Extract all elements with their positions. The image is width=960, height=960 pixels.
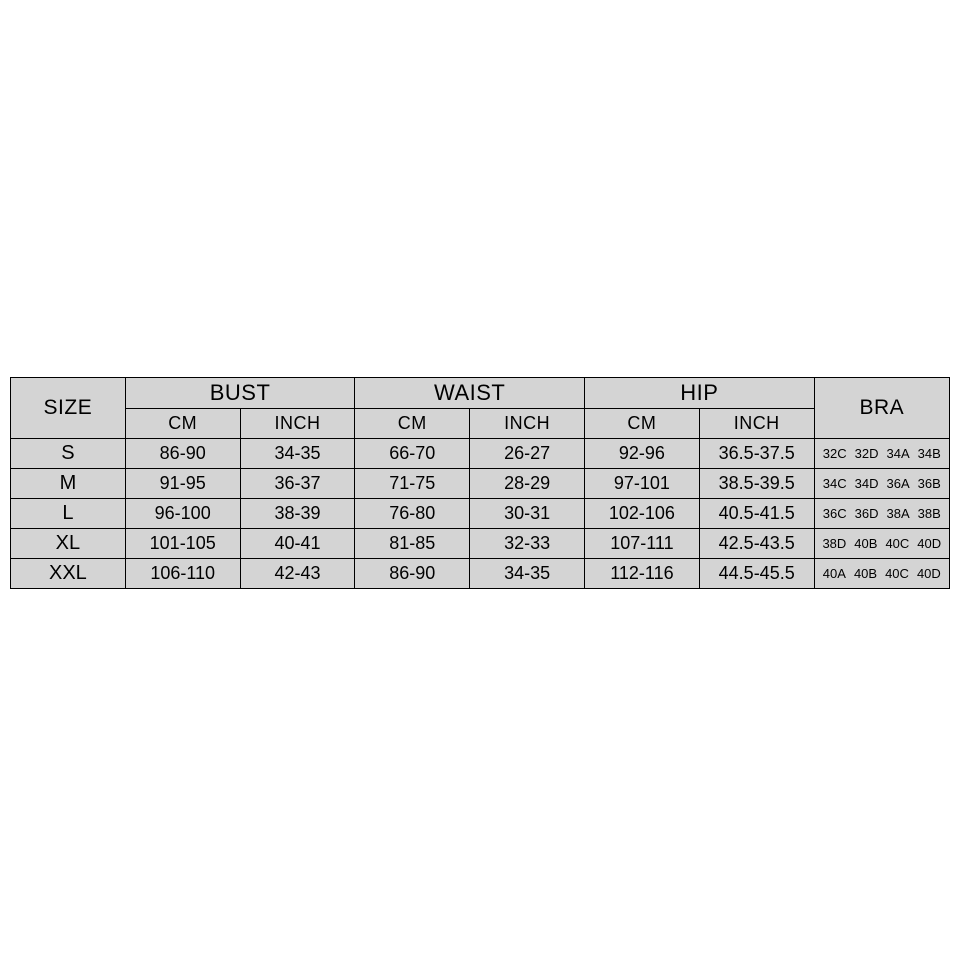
cell-hip-inch: 40.5-41.5: [699, 499, 814, 529]
table-row: [11, 439, 950, 469]
column-header-bra: BRA: [814, 378, 949, 439]
bra-size: 36A: [886, 476, 910, 491]
row-size-label: XXL: [11, 559, 126, 589]
bra-size: 34A: [886, 446, 910, 461]
column-group-waist: WAIST: [355, 378, 585, 409]
cell-bust-inch: 38-39: [240, 499, 355, 529]
cell-bust-inch: 42-43: [240, 559, 355, 589]
bra-size: 34C: [822, 476, 847, 491]
bra-size: 40C: [885, 566, 909, 581]
bra-size: 32C: [822, 446, 847, 461]
size-chart-table: [10, 377, 950, 589]
column-header-size: SIZE: [11, 378, 126, 439]
row-size-label: S: [11, 439, 126, 469]
column-header-hip-cm: CM: [585, 409, 700, 439]
table-row: [11, 559, 950, 589]
cell-waist-inch: 34-35: [470, 559, 585, 589]
bra-size: 36D: [854, 506, 879, 521]
column-group-hip: HIP: [585, 378, 815, 409]
bra-size: 34D: [854, 476, 879, 491]
cell-waist-cm: 81-85: [355, 529, 470, 559]
cell-bra: [814, 529, 949, 559]
cell-bust-inch: 34-35: [240, 439, 355, 469]
cell-waist-cm: 66-70: [355, 439, 470, 469]
bra-size: 38D: [822, 536, 847, 551]
cell-bust-cm: 106-110: [125, 559, 240, 589]
bra-size: 34B: [917, 446, 941, 461]
cell-hip-inch: 38.5-39.5: [699, 469, 814, 499]
cell-hip-inch: 44.5-45.5: [699, 559, 814, 589]
header-row-groups: [11, 378, 950, 409]
cell-hip-inch: 36.5-37.5: [699, 439, 814, 469]
cell-waist-inch: 32-33: [470, 529, 585, 559]
cell-bust-inch: 40-41: [240, 529, 355, 559]
bra-size: 40C: [885, 536, 910, 551]
cell-hip-cm: 112-116: [585, 559, 700, 589]
bra-size: 38B: [917, 506, 941, 521]
column-header-waist-inch: INCH: [470, 409, 585, 439]
cell-bust-cm: 101-105: [125, 529, 240, 559]
cell-bra: [814, 469, 949, 499]
cell-waist-cm: 71-75: [355, 469, 470, 499]
table-header: [11, 378, 950, 439]
bra-size: 40A: [822, 566, 846, 581]
bra-size: 40D: [916, 566, 941, 581]
cell-bust-cm: 96-100: [125, 499, 240, 529]
bra-size: 40B: [854, 536, 878, 551]
cell-waist-inch: 26-27: [470, 439, 585, 469]
cell-waist-inch: 28-29: [470, 469, 585, 499]
cell-bust-cm: 91-95: [125, 469, 240, 499]
table-row: [11, 499, 950, 529]
table-body: [11, 439, 950, 589]
column-header-waist-cm: CM: [355, 409, 470, 439]
row-size-label: M: [11, 469, 126, 499]
column-header-hip-inch: INCH: [699, 409, 814, 439]
cell-bust-inch: 36-37: [240, 469, 355, 499]
cell-waist-inch: 30-31: [470, 499, 585, 529]
cell-bust-cm: 86-90: [125, 439, 240, 469]
bra-size: 38A: [886, 506, 910, 521]
table-row: [11, 469, 950, 499]
row-size-label: XL: [11, 529, 126, 559]
cell-waist-cm: 76-80: [355, 499, 470, 529]
bra-size: 40B: [853, 566, 878, 581]
table-row: [11, 529, 950, 559]
cell-hip-cm: 97-101: [585, 469, 700, 499]
cell-hip-cm: 102-106: [585, 499, 700, 529]
cell-hip-inch: 42.5-43.5: [699, 529, 814, 559]
bra-size: 40D: [917, 536, 942, 551]
column-header-bust-inch: INCH: [240, 409, 355, 439]
cell-hip-cm: 92-96: [585, 439, 700, 469]
bra-size: 36B: [917, 476, 941, 491]
column-group-bust: BUST: [125, 378, 355, 409]
bra-size: 36C: [822, 506, 847, 521]
cell-bra: [814, 499, 949, 529]
size-chart-container: [10, 377, 950, 589]
cell-bra: [814, 439, 949, 469]
cell-bra: [814, 559, 949, 589]
column-header-bust-cm: CM: [125, 409, 240, 439]
bra-size: 32D: [854, 446, 879, 461]
cell-hip-cm: 107-111: [585, 529, 700, 559]
cell-waist-cm: 86-90: [355, 559, 470, 589]
row-size-label: L: [11, 499, 126, 529]
header-row-units: [11, 409, 950, 439]
